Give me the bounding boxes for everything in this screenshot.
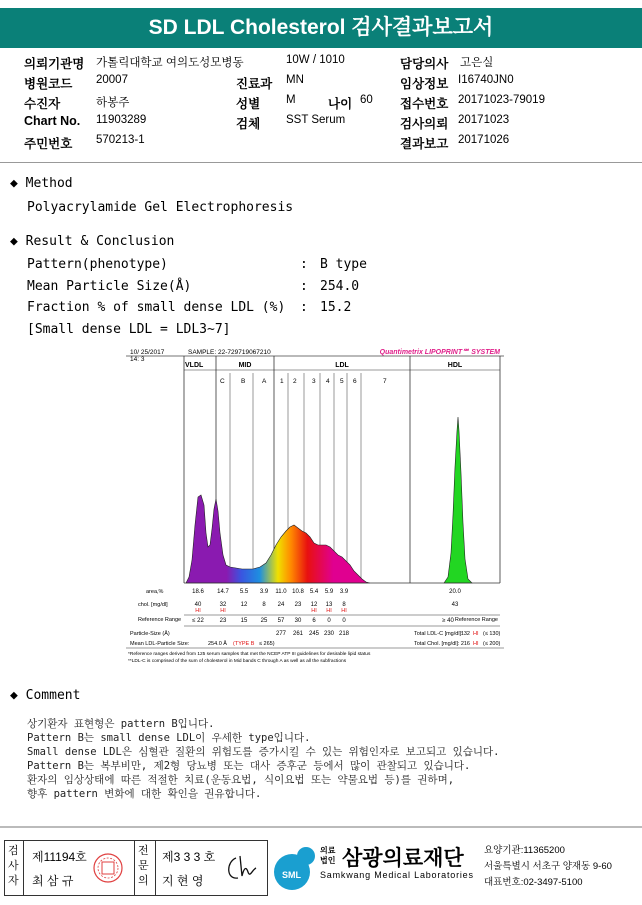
electrophoresis-chart xyxy=(126,345,504,665)
patient-value: 하봉주 xyxy=(96,97,130,109)
area-values xyxy=(192,589,461,595)
signature-icon xyxy=(222,848,262,888)
area-value-3: 5.4 xyxy=(309,589,319,595)
ref-value-a: 25 xyxy=(260,618,268,624)
ref-row-label: Reference Range xyxy=(138,617,182,623)
info-row-3 xyxy=(0,94,642,114)
receipt-no-label: 접수번호 xyxy=(400,97,449,111)
supervisor-label-char: 문 xyxy=(138,860,149,872)
chart-sample: SAMPLE: 22-729719067210 xyxy=(188,349,271,356)
chart-svg xyxy=(126,345,504,665)
supervisor-no: 제3 3 3 호 xyxy=(162,850,216,864)
ref-value-4: 0 xyxy=(327,618,331,624)
total-ldl-flag: HI xyxy=(473,631,479,637)
method-text: Polyacrylamide Gel Electrophoresis xyxy=(27,200,294,215)
band-label-a: A xyxy=(262,378,267,385)
doctor-value: 고은실 xyxy=(460,57,494,69)
band-label-b: B xyxy=(241,378,246,385)
group-mid: MID xyxy=(238,362,252,369)
chol-value-hdl: 43 xyxy=(451,602,459,608)
institution-value: 가톨릭대학교 여의도성모병동 xyxy=(96,57,244,69)
info-row-1 xyxy=(0,54,642,74)
foundation-prefix-part: 법인 xyxy=(320,856,336,865)
hi-flag-c: HI xyxy=(220,608,226,614)
method-heading-text: Method xyxy=(25,176,73,191)
comment-line: 향후 pattern 변화에 대한 확인을 권유합니다. xyxy=(27,788,262,800)
ref-value-3: 6 xyxy=(312,618,316,624)
supervisor-label xyxy=(138,844,150,889)
care-code: 요양기관:11365200 xyxy=(484,845,565,856)
particle-size-value: 254.0 xyxy=(320,279,360,294)
info-row-4 xyxy=(0,114,642,134)
band-label-7: 7 xyxy=(383,378,387,385)
patient-info xyxy=(0,50,642,158)
ref-value-2: 30 xyxy=(294,618,302,624)
report-date-label: 결과보고 xyxy=(400,137,449,151)
chol-value-5: 8 xyxy=(342,602,346,608)
chol-value-1: 24 xyxy=(277,602,285,608)
particle-value-4: 230 xyxy=(323,631,335,637)
chart-time: 14: 3 xyxy=(130,356,145,363)
method-heading: ◆ Method xyxy=(10,176,73,191)
ldl-spectrum-area xyxy=(186,495,370,583)
institution-label: 의뢰기관명 xyxy=(24,57,85,71)
dept-value: MN xyxy=(286,74,304,86)
comment-line: Pattern B는 복부비만, 제2형 당뇨병 또는 대사 증후군 등에서 많이 관찰되고 있습니다. xyxy=(27,760,471,772)
particle-values xyxy=(276,631,350,637)
foundation-prefix xyxy=(320,846,335,866)
area-value-4: 5.9 xyxy=(324,589,334,595)
supervisor-label-char: 전 xyxy=(138,845,149,857)
resident-no-label: 주민번호 xyxy=(24,137,73,151)
examiner-seal-icon xyxy=(92,852,124,884)
band-label-6: 6 xyxy=(353,378,357,385)
area-value-c: 14.7 xyxy=(217,589,229,595)
group-ldl: LDL xyxy=(335,362,349,369)
fraction-sep: : xyxy=(300,300,308,315)
particle-row-label: Particle-Size (Å) xyxy=(130,631,170,637)
info-row-5 xyxy=(0,134,642,154)
band-label-5: 5 xyxy=(340,378,344,385)
chart-footnote-2: **LDL-C is comprised of the sum of cholesterol in Mid bands C through A as well as all the subfractions xyxy=(128,659,347,664)
request-date-value: 20171023 xyxy=(458,114,510,126)
clinical-info-label: 임상정보 xyxy=(400,77,449,91)
area-value-a: 3.9 xyxy=(259,589,269,595)
group-vldl: VLDL xyxy=(185,362,204,369)
pattern-sep: : xyxy=(300,257,308,272)
mean-ldl-label: Mean LDL-Particle Size: xyxy=(130,641,190,647)
particle-size-sep: : xyxy=(300,279,308,294)
chol-value-3: 12 xyxy=(310,602,318,608)
foundation-name: 삼광의료재단 xyxy=(342,847,464,870)
specimen-value: SST Serum xyxy=(286,114,346,126)
result-heading: ◆ Result & Conclusion xyxy=(10,234,175,249)
total-chol-flag: HI xyxy=(473,641,479,647)
chart-no-value: 11903289 xyxy=(96,114,147,126)
particle-value-3: 245 xyxy=(308,631,320,637)
ref-value-1: 57 xyxy=(277,618,285,624)
mean-ldl-type: (TYPE B xyxy=(233,641,255,647)
chart-no-label: Chart No. xyxy=(24,114,81,128)
comment-line: Small dense LDL은 심혈관 질환의 위험도를 증가시킬 수 있는 위험인자로 보고되고 있습니다. xyxy=(27,746,500,758)
foundation-english-name: Samkwang Medical Laboratories xyxy=(320,870,474,880)
area-value-hdl: 20.0 xyxy=(449,589,461,595)
area-value-2: 10.8 xyxy=(292,589,304,595)
sex-label: 성별 xyxy=(236,97,261,111)
ref-right-label: Reference Range xyxy=(454,617,498,623)
total-ldl-ref: (≤ 130) xyxy=(483,631,501,637)
ref-value-b: 15 xyxy=(240,618,248,624)
small-dense-note: [Small dense LDL = LDL3~7] xyxy=(27,322,231,337)
chol-value-a: 8 xyxy=(262,602,266,608)
supervisor-label-char: 의 xyxy=(138,875,149,887)
age-label: 나이 xyxy=(328,97,353,111)
age-value: 60 xyxy=(360,94,373,106)
hi-flag-4: HI xyxy=(326,608,332,614)
comment-line: 환자의 임상상태에 따른 적절한 치료(운동요법, 식이요법 또는 약물요법 등)를 권하며, xyxy=(27,774,455,786)
examiner-no: 제11194호 xyxy=(32,850,87,864)
band-label-2: 2 xyxy=(293,378,297,385)
examiner-name: 최 삼 규 xyxy=(32,874,74,888)
comment-heading: ◆ Comment xyxy=(10,688,81,703)
hi-flag-3: HI xyxy=(311,608,317,614)
band-label-1: 1 xyxy=(280,378,284,385)
ref-value-5: 0 xyxy=(342,618,346,624)
result-heading-text: Result & Conclusion xyxy=(25,234,175,249)
hi-flag-5: HI xyxy=(341,608,347,614)
specimen-label: 검체 xyxy=(236,117,261,131)
logo-text: SML xyxy=(282,870,301,880)
chart-footnote-1: *Reference ranges derived from 125 serum samples that met the NCEP ATP III guidelines for desirable lipid status xyxy=(128,652,371,657)
particle-value-1: 277 xyxy=(275,631,287,637)
report-title: SD LDL Cholesterol 검사결과보고서 xyxy=(0,8,642,48)
fraction-value: 15.2 xyxy=(320,300,352,315)
info-divider xyxy=(0,162,642,163)
total-chol-ref: (≤ 200) xyxy=(483,641,501,647)
resident-no-value: 570213-1 xyxy=(96,134,145,146)
mean-ldl-value: 254.0 Å xyxy=(208,641,227,647)
group-hdl: HDL xyxy=(447,362,463,369)
hi-flags xyxy=(195,608,347,614)
report-date-value: 20171026 xyxy=(458,134,510,146)
patient-label: 수진자 xyxy=(24,97,61,111)
receipt-no-value: 20171023-79019 xyxy=(458,94,545,106)
band-label-3: 3 xyxy=(312,378,316,385)
chol-value-2: 23 xyxy=(294,602,302,608)
info-row-2 xyxy=(0,74,642,94)
ward-value: 10W / 1010 xyxy=(286,54,345,66)
fraction-label: Fraction % of small dense LDL (%) xyxy=(27,300,286,315)
ref-values xyxy=(192,618,454,624)
area-value-b: 5.5 xyxy=(239,589,249,595)
ref-value-c: 23 xyxy=(219,618,227,624)
hospital-code-label: 병원코드 xyxy=(24,77,73,91)
particle-value-5: 218 xyxy=(338,631,350,637)
chol-value-4: 13 xyxy=(325,602,333,608)
area-row-label: area,% xyxy=(146,589,164,595)
report-footer xyxy=(0,838,642,898)
particle-size-label: Mean Particle Size(Å) xyxy=(27,279,192,294)
pattern-label: Pattern(phenotype) xyxy=(27,257,168,272)
examiner-label-char: 자 xyxy=(8,875,19,887)
doctor-label: 담당의사 xyxy=(400,57,449,71)
area-value-vldl: 18.6 xyxy=(192,589,204,595)
sex-value: M xyxy=(286,94,296,106)
area-value-1: 11.0 xyxy=(275,589,287,595)
examiner-label-char: 검 xyxy=(8,845,19,857)
examiner-label-char: 사 xyxy=(8,860,19,872)
hdl-peak-area xyxy=(444,417,472,583)
pattern-value: B type xyxy=(320,257,367,272)
particle-value-2: 261 xyxy=(292,631,304,637)
chol-value-vldl: 40 xyxy=(194,602,202,608)
comment-heading-text: Comment xyxy=(25,688,81,703)
foundation-phone: 대표번호:02-3497-5100 xyxy=(484,877,583,888)
total-chol-label: Total Chol. [mg/dl]: xyxy=(414,641,460,647)
foundation-logo-icon xyxy=(270,842,322,894)
request-date-label: 검사의뢰 xyxy=(400,117,449,131)
hi-flag-vldl: HI xyxy=(195,608,201,614)
total-chol-value: 216 xyxy=(460,641,470,647)
supervisor-name: 지 현 영 xyxy=(162,874,204,888)
chol-row-label: chol. [mg/dl] xyxy=(138,602,168,608)
band-label-4: 4 xyxy=(326,378,330,385)
hospital-code-value: 20007 xyxy=(96,74,128,86)
footer-divider xyxy=(0,826,642,828)
comment-line: Pattern B는 small dense LDL이 우세한 type입니다. xyxy=(27,732,311,744)
mean-ldl-limit: ≤ 265) xyxy=(259,641,275,647)
clinical-info-value: I16740JN0 xyxy=(458,74,514,86)
examiner-label xyxy=(8,844,20,889)
ref-value-hdl: ≥ 40 xyxy=(442,618,454,624)
foundation-address: 서울특별시 서초구 양재동 9-60 xyxy=(484,861,612,872)
foundation-prefix-part: 의료 xyxy=(320,846,336,855)
total-ldl-value: 132 xyxy=(460,631,470,637)
comment-line: 상기환자 표현형은 pattern B입니다. xyxy=(27,718,215,730)
total-ldl-label: Total LDL-C [mg/dl]: xyxy=(414,631,463,637)
chart-brand: Quantimetrix LIPOPRINT℠ SYSTEM xyxy=(379,349,500,356)
band-label-c: C xyxy=(220,378,225,385)
dept-label: 진료과 xyxy=(236,77,273,91)
chol-value-b: 12 xyxy=(240,602,248,608)
area-value-5: 3.9 xyxy=(339,589,349,595)
ref-value-vldl: ≤ 22 xyxy=(192,618,204,624)
chart-date: 10/ 25/2017 xyxy=(130,349,165,356)
chol-value-c: 32 xyxy=(219,602,227,608)
